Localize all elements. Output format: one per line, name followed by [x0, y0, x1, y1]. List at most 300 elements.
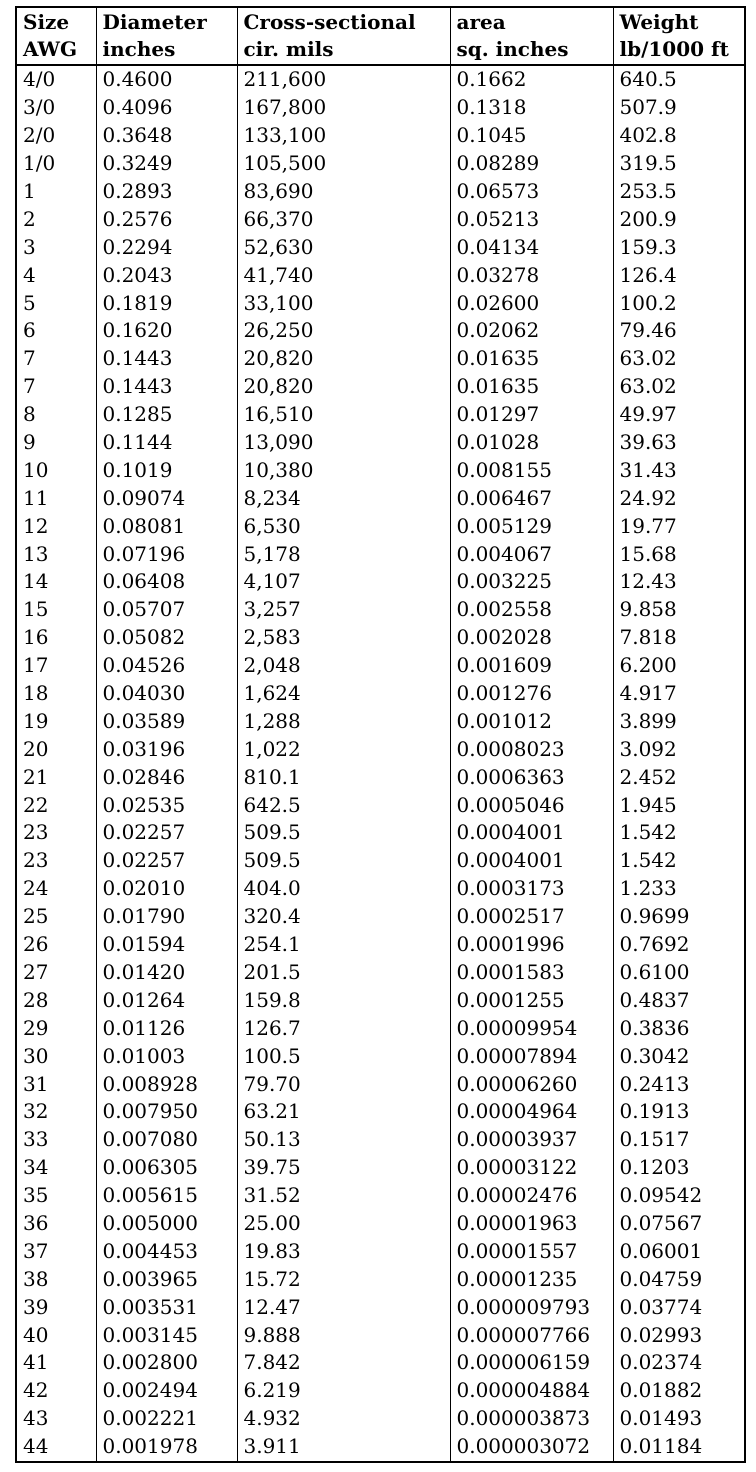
cell-area-sq-in: 0.06573: [450, 178, 613, 206]
cell-size-awg: 44: [16, 1433, 96, 1462]
cell-diameter: 0.05082: [96, 624, 237, 652]
cell-diameter: 0.003531: [96, 1293, 237, 1321]
cell-weight: 0.1203: [613, 1154, 745, 1182]
cell-circular-mils: 126.7: [237, 1014, 450, 1042]
cell-weight: 507.9: [613, 94, 745, 122]
cell-size-awg: 30: [16, 1042, 96, 1070]
cell-diameter: 0.01420: [96, 959, 237, 987]
cell-area-sq-in: 0.000004884: [450, 1377, 613, 1405]
cell-circular-mils: 320.4: [237, 903, 450, 931]
cell-circular-mils: 642.5: [237, 791, 450, 819]
cell-area-sq-in: 0.1662: [450, 65, 613, 94]
header-line: Size: [23, 10, 70, 34]
cell-diameter: 0.1443: [96, 373, 237, 401]
table-row: [16, 1405, 745, 1433]
cell-circular-mils: 810.1: [237, 763, 450, 791]
cell-diameter: 0.002800: [96, 1349, 237, 1377]
cell-circular-mils: 3,257: [237, 596, 450, 624]
cell-weight: 49.97: [613, 401, 745, 429]
cell-diameter: 0.005615: [96, 1182, 237, 1210]
cell-weight: 3.092: [613, 735, 745, 763]
cell-circular-mils: 20,820: [237, 373, 450, 401]
cell-weight: 100.2: [613, 289, 745, 317]
cell-weight: 79.46: [613, 317, 745, 345]
table-row: [16, 1098, 745, 1126]
cell-size-awg: 26: [16, 931, 96, 959]
cell-area-sq-in: 0.000003873: [450, 1405, 613, 1433]
cell-diameter: 0.02010: [96, 875, 237, 903]
table-row: [16, 931, 745, 959]
table-row: [16, 903, 745, 931]
cell-area-sq-in: 0.00004964: [450, 1098, 613, 1126]
cell-circular-mils: 509.5: [237, 819, 450, 847]
cell-size-awg: 5: [16, 289, 96, 317]
cell-area-sq-in: 0.006467: [450, 484, 613, 512]
cell-diameter: 0.002221: [96, 1405, 237, 1433]
table-row: [16, 401, 745, 429]
cell-weight: 31.43: [613, 456, 745, 484]
header-row: [16, 7, 745, 65]
cell-size-awg: 42: [16, 1377, 96, 1405]
cell-circular-mils: 4,107: [237, 568, 450, 596]
table-row: [16, 847, 745, 875]
cell-diameter: 0.003965: [96, 1265, 237, 1293]
cell-diameter: 0.3249: [96, 150, 237, 178]
table-header: [16, 7, 745, 65]
cell-diameter: 0.2576: [96, 205, 237, 233]
cell-weight: 0.09542: [613, 1182, 745, 1210]
table-row: [16, 1321, 745, 1349]
cell-area-sq-in: 0.000009793: [450, 1293, 613, 1321]
cell-size-awg: 27: [16, 959, 96, 987]
cell-diameter: 0.04030: [96, 680, 237, 708]
cell-area-sq-in: 0.01635: [450, 373, 613, 401]
cell-weight: 0.02993: [613, 1321, 745, 1349]
cell-weight: 24.92: [613, 484, 745, 512]
cell-size-awg: 29: [16, 1014, 96, 1042]
cell-weight: 0.01184: [613, 1433, 745, 1462]
cell-weight: 63.02: [613, 345, 745, 373]
cell-diameter: 0.003145: [96, 1321, 237, 1349]
cell-weight: 1.945: [613, 791, 745, 819]
cell-area-sq-in: 0.0006363: [450, 763, 613, 791]
table-row: [16, 959, 745, 987]
cell-area-sq-in: 0.004067: [450, 540, 613, 568]
table-row: [16, 568, 745, 596]
cell-diameter: 0.2294: [96, 233, 237, 261]
cell-circular-mils: 63.21: [237, 1098, 450, 1126]
cell-weight: 0.06001: [613, 1237, 745, 1265]
cell-diameter: 0.03589: [96, 707, 237, 735]
table-row: [16, 65, 745, 94]
cell-weight: 0.1517: [613, 1126, 745, 1154]
cell-area-sq-in: 0.00001557: [450, 1237, 613, 1265]
table-body: [16, 65, 745, 1462]
cell-circular-mils: 105,500: [237, 150, 450, 178]
cell-area-sq-in: 0.1045: [450, 122, 613, 150]
cell-size-awg: 2: [16, 205, 96, 233]
cell-area-sq-in: 0.001276: [450, 680, 613, 708]
cell-diameter: 0.007950: [96, 1098, 237, 1126]
cell-size-awg: 38: [16, 1265, 96, 1293]
table-row: [16, 345, 745, 373]
cell-diameter: 0.1819: [96, 289, 237, 317]
cell-size-awg: 12: [16, 512, 96, 540]
table-row: [16, 456, 745, 484]
cell-circular-mils: 15.72: [237, 1265, 450, 1293]
cell-size-awg: 7: [16, 373, 96, 401]
cell-circular-mils: 3.911: [237, 1433, 450, 1462]
cell-weight: 640.5: [613, 65, 745, 94]
table-row: [16, 150, 745, 178]
cell-circular-mils: 1,288: [237, 707, 450, 735]
cell-circular-mils: 26,250: [237, 317, 450, 345]
cell-area-sq-in: 0.0002517: [450, 903, 613, 931]
cell-size-awg: 9: [16, 429, 96, 457]
cell-diameter: 0.2893: [96, 178, 237, 206]
cell-circular-mils: 254.1: [237, 931, 450, 959]
cell-diameter: 0.07196: [96, 540, 237, 568]
cell-circular-mils: 8,234: [237, 484, 450, 512]
cell-diameter: 0.4600: [96, 65, 237, 94]
cell-circular-mils: 50.13: [237, 1126, 450, 1154]
cell-weight: 0.07567: [613, 1210, 745, 1238]
table-row: [16, 373, 745, 401]
cell-area-sq-in: 0.00002476: [450, 1182, 613, 1210]
cell-area-sq-in: 0.00001235: [450, 1265, 613, 1293]
header-line: Cross-sectional: [243, 10, 416, 34]
cell-weight: 1.233: [613, 875, 745, 903]
cell-circular-mils: 6.219: [237, 1377, 450, 1405]
header-size-awg: [16, 7, 96, 65]
cell-size-awg: 24: [16, 875, 96, 903]
cell-diameter: 0.2043: [96, 261, 237, 289]
cell-weight: 12.43: [613, 568, 745, 596]
table-row: [16, 986, 745, 1014]
cell-weight: 319.5: [613, 150, 745, 178]
table-row: [16, 233, 745, 261]
cell-circular-mils: 13,090: [237, 429, 450, 457]
cell-circular-mils: 211,600: [237, 65, 450, 94]
cell-size-awg: 32: [16, 1098, 96, 1126]
cell-circular-mils: 52,630: [237, 233, 450, 261]
cell-circular-mils: 12.47: [237, 1293, 450, 1321]
cell-size-awg: 4/0: [16, 65, 96, 94]
cell-weight: 7.818: [613, 624, 745, 652]
cell-diameter: 0.005000: [96, 1210, 237, 1238]
table-row: [16, 1014, 745, 1042]
cell-weight: 9.858: [613, 596, 745, 624]
cell-diameter: 0.002494: [96, 1377, 237, 1405]
cell-area-sq-in: 0.01297: [450, 401, 613, 429]
cell-circular-mils: 133,100: [237, 122, 450, 150]
header-diameter: [96, 7, 237, 65]
cell-size-awg: 28: [16, 986, 96, 1014]
cell-circular-mils: 159.8: [237, 986, 450, 1014]
table-row: [16, 317, 745, 345]
cell-circular-mils: 9.888: [237, 1321, 450, 1349]
cell-area-sq-in: 0.00007894: [450, 1042, 613, 1070]
cell-circular-mils: 66,370: [237, 205, 450, 233]
table-row: [16, 122, 745, 150]
cell-weight: 0.7692: [613, 931, 745, 959]
cell-size-awg: 19: [16, 707, 96, 735]
cell-area-sq-in: 0.000007766: [450, 1321, 613, 1349]
cell-size-awg: 14: [16, 568, 96, 596]
cell-size-awg: 1/0: [16, 150, 96, 178]
cell-diameter: 0.01264: [96, 986, 237, 1014]
cell-circular-mils: 1,624: [237, 680, 450, 708]
cell-weight: 2.452: [613, 763, 745, 791]
cell-circular-mils: 31.52: [237, 1182, 450, 1210]
cell-circular-mils: 5,178: [237, 540, 450, 568]
wire-gauge-table-container: [15, 6, 744, 1463]
cell-size-awg: 6: [16, 317, 96, 345]
header-line: lb/1000 ft: [619, 37, 729, 61]
cell-weight: 0.1913: [613, 1098, 745, 1126]
cell-size-awg: 3: [16, 233, 96, 261]
cell-size-awg: 11: [16, 484, 96, 512]
cell-circular-mils: 10,380: [237, 456, 450, 484]
table-row: [16, 707, 745, 735]
cell-weight: 1.542: [613, 819, 745, 847]
cell-diameter: 0.1019: [96, 456, 237, 484]
table-row: [16, 875, 745, 903]
cell-diameter: 0.1620: [96, 317, 237, 345]
cell-area-sq-in: 0.1318: [450, 94, 613, 122]
header-line: inches: [102, 37, 176, 61]
cell-circular-mils: 20,820: [237, 345, 450, 373]
cell-size-awg: 20: [16, 735, 96, 763]
cell-size-awg: 16: [16, 624, 96, 652]
cell-area-sq-in: 0.03278: [450, 261, 613, 289]
cell-diameter: 0.02257: [96, 819, 237, 847]
cell-size-awg: 36: [16, 1210, 96, 1238]
cell-weight: 0.3836: [613, 1014, 745, 1042]
cell-circular-mils: 1,022: [237, 735, 450, 763]
cell-area-sq-in: 0.000003072: [450, 1433, 613, 1462]
table-row: [16, 261, 745, 289]
cell-size-awg: 1: [16, 178, 96, 206]
cell-weight: 253.5: [613, 178, 745, 206]
cell-size-awg: 10: [16, 456, 96, 484]
cell-circular-mils: 33,100: [237, 289, 450, 317]
cell-size-awg: 2/0: [16, 122, 96, 150]
cell-diameter: 0.006305: [96, 1154, 237, 1182]
cell-weight: 0.03774: [613, 1293, 745, 1321]
table-row: [16, 791, 745, 819]
cell-size-awg: 18: [16, 680, 96, 708]
cell-weight: 159.3: [613, 233, 745, 261]
cell-area-sq-in: 0.08289: [450, 150, 613, 178]
cell-diameter: 0.09074: [96, 484, 237, 512]
cell-weight: 6.200: [613, 652, 745, 680]
header-line: Weight: [619, 10, 699, 34]
cell-size-awg: 7: [16, 345, 96, 373]
table-row: [16, 1070, 745, 1098]
cell-area-sq-in: 0.00006260: [450, 1070, 613, 1098]
table-row: [16, 1237, 745, 1265]
cell-diameter: 0.4096: [96, 94, 237, 122]
cell-area-sq-in: 0.00003122: [450, 1154, 613, 1182]
cell-area-sq-in: 0.04134: [450, 233, 613, 261]
cell-weight: 402.8: [613, 122, 745, 150]
cell-area-sq-in: 0.000006159: [450, 1349, 613, 1377]
cell-size-awg: 13: [16, 540, 96, 568]
cell-size-awg: 41: [16, 1349, 96, 1377]
cell-weight: 0.2413: [613, 1070, 745, 1098]
cell-weight: 0.02374: [613, 1349, 745, 1377]
cell-weight: 0.9699: [613, 903, 745, 931]
cell-area-sq-in: 0.008155: [450, 456, 613, 484]
cell-diameter: 0.01003: [96, 1042, 237, 1070]
cell-weight: 19.77: [613, 512, 745, 540]
header-line: cir. mils: [243, 37, 334, 61]
cell-diameter: 0.01126: [96, 1014, 237, 1042]
cell-weight: 3.899: [613, 707, 745, 735]
cell-area-sq-in: 0.0004001: [450, 847, 613, 875]
cell-size-awg: 31: [16, 1070, 96, 1098]
cell-weight: 0.4837: [613, 986, 745, 1014]
cell-size-awg: 23: [16, 847, 96, 875]
header-line: Diameter: [102, 10, 207, 34]
cell-area-sq-in: 0.001609: [450, 652, 613, 680]
cell-weight: 0.6100: [613, 959, 745, 987]
cell-circular-mils: 201.5: [237, 959, 450, 987]
cell-diameter: 0.06408: [96, 568, 237, 596]
cell-area-sq-in: 0.01635: [450, 345, 613, 373]
header-area: [450, 7, 613, 65]
table-row: [16, 512, 745, 540]
cell-area-sq-in: 0.02062: [450, 317, 613, 345]
table-row: [16, 680, 745, 708]
cell-area-sq-in: 0.0001583: [450, 959, 613, 987]
awg-wire-table: [15, 6, 746, 1463]
cell-weight: 0.3042: [613, 1042, 745, 1070]
table-row: [16, 1293, 745, 1321]
cell-size-awg: 23: [16, 819, 96, 847]
cell-size-awg: 40: [16, 1321, 96, 1349]
table-row: [16, 94, 745, 122]
cell-area-sq-in: 0.0004001: [450, 819, 613, 847]
cell-area-sq-in: 0.00003937: [450, 1126, 613, 1154]
cell-diameter: 0.02535: [96, 791, 237, 819]
cell-area-sq-in: 0.001012: [450, 707, 613, 735]
table-row: [16, 1042, 745, 1070]
table-row: [16, 1433, 745, 1462]
table-row: [16, 1154, 745, 1182]
table-row: [16, 1126, 745, 1154]
cell-circular-mils: 509.5: [237, 847, 450, 875]
cell-size-awg: 4: [16, 261, 96, 289]
cell-weight: 4.917: [613, 680, 745, 708]
cell-diameter: 0.1144: [96, 429, 237, 457]
table-row: [16, 540, 745, 568]
table-row: [16, 205, 745, 233]
cell-size-awg: 3/0: [16, 94, 96, 122]
table-row: [16, 624, 745, 652]
cell-area-sq-in: 0.0005046: [450, 791, 613, 819]
cell-diameter: 0.008928: [96, 1070, 237, 1098]
cell-weight: 0.04759: [613, 1265, 745, 1293]
cell-circular-mils: 79.70: [237, 1070, 450, 1098]
cell-size-awg: 25: [16, 903, 96, 931]
cell-area-sq-in: 0.0008023: [450, 735, 613, 763]
cell-circular-mils: 2,583: [237, 624, 450, 652]
cell-area-sq-in: 0.0001255: [450, 986, 613, 1014]
cell-area-sq-in: 0.01028: [450, 429, 613, 457]
cell-weight: 63.02: [613, 373, 745, 401]
cell-circular-mils: 39.75: [237, 1154, 450, 1182]
table-row: [16, 1349, 745, 1377]
cell-circular-mils: 83,690: [237, 178, 450, 206]
cell-area-sq-in: 0.002028: [450, 624, 613, 652]
cell-circular-mils: 16,510: [237, 401, 450, 429]
table-row: [16, 178, 745, 206]
table-row: [16, 1265, 745, 1293]
table-row: [16, 1377, 745, 1405]
cell-size-awg: 21: [16, 763, 96, 791]
cell-diameter: 0.3648: [96, 122, 237, 150]
cell-circular-mils: 25.00: [237, 1210, 450, 1238]
cell-size-awg: 39: [16, 1293, 96, 1321]
table-row: [16, 652, 745, 680]
cell-diameter: 0.001978: [96, 1433, 237, 1462]
cell-area-sq-in: 0.00009954: [450, 1014, 613, 1042]
table-row: [16, 735, 745, 763]
cell-circular-mils: 4.932: [237, 1405, 450, 1433]
cell-area-sq-in: 0.00001963: [450, 1210, 613, 1238]
cell-diameter: 0.03196: [96, 735, 237, 763]
header-weight: [613, 7, 745, 65]
cell-size-awg: 37: [16, 1237, 96, 1265]
cell-weight: 126.4: [613, 261, 745, 289]
header-cross-sectional: [237, 7, 450, 65]
cell-circular-mils: 100.5: [237, 1042, 450, 1070]
cell-diameter: 0.01594: [96, 931, 237, 959]
cell-diameter: 0.004453: [96, 1237, 237, 1265]
header-line: AWG: [23, 37, 78, 61]
cell-circular-mils: 6,530: [237, 512, 450, 540]
cell-size-awg: 43: [16, 1405, 96, 1433]
cell-circular-mils: 7.842: [237, 1349, 450, 1377]
cell-diameter: 0.1443: [96, 345, 237, 373]
cell-area-sq-in: 0.0003173: [450, 875, 613, 903]
cell-size-awg: 22: [16, 791, 96, 819]
cell-weight: 1.542: [613, 847, 745, 875]
cell-area-sq-in: 0.005129: [450, 512, 613, 540]
cell-size-awg: 17: [16, 652, 96, 680]
table-row: [16, 763, 745, 791]
cell-weight: 0.01882: [613, 1377, 745, 1405]
table-row: [16, 596, 745, 624]
cell-circular-mils: 19.83: [237, 1237, 450, 1265]
cell-weight: 0.01493: [613, 1405, 745, 1433]
cell-diameter: 0.1285: [96, 401, 237, 429]
cell-circular-mils: 41,740: [237, 261, 450, 289]
table-row: [16, 429, 745, 457]
table-row: [16, 484, 745, 512]
cell-area-sq-in: 0.02600: [450, 289, 613, 317]
cell-area-sq-in: 0.003225: [450, 568, 613, 596]
cell-diameter: 0.02257: [96, 847, 237, 875]
cell-diameter: 0.02846: [96, 763, 237, 791]
header-line: area: [456, 10, 506, 34]
cell-area-sq-in: 0.002558: [450, 596, 613, 624]
cell-circular-mils: 404.0: [237, 875, 450, 903]
cell-size-awg: 15: [16, 596, 96, 624]
cell-size-awg: 34: [16, 1154, 96, 1182]
